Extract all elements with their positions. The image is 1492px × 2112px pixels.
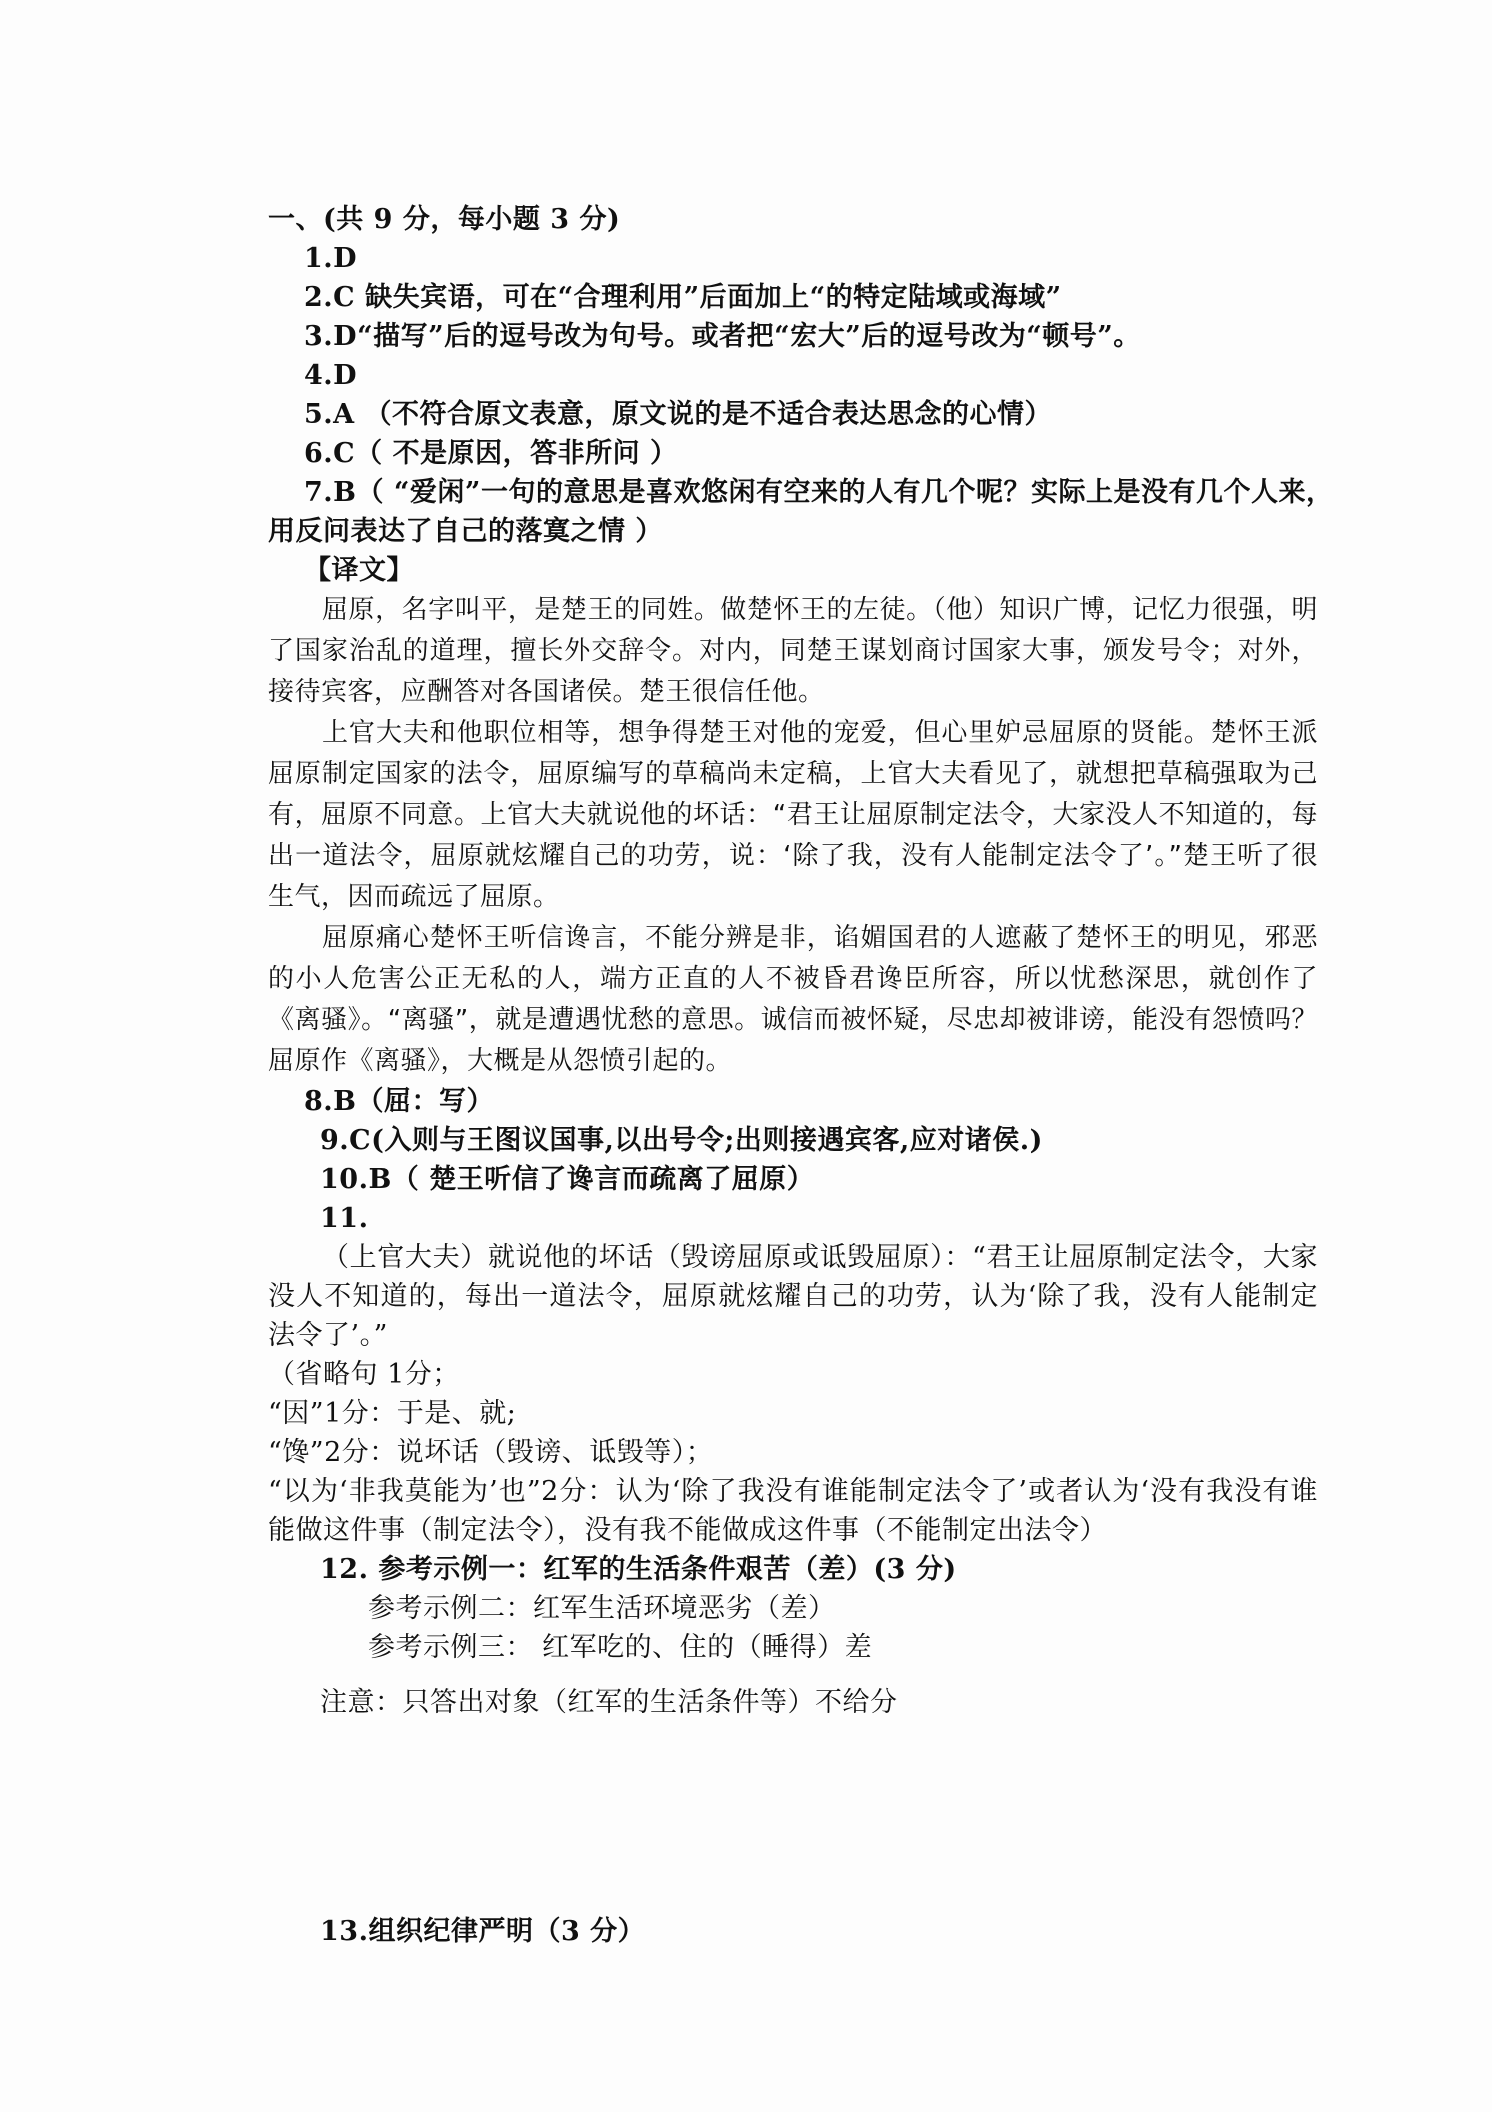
answer-10: 10.B（ 楚王听信了谗言而疏离了屈原） <box>320 1164 815 1195</box>
section-title: 一、(共 9 分，每小题 3 分) <box>268 204 621 235</box>
answer-3: 3.D“描写”后的逗号改为句号。或者把“宏大”后的逗号改为“顿号”。 <box>304 321 1141 352</box>
translation-paragraph-1: 屈原，名字叫平，是楚王的同姓。做楚怀王的左徒。（他）知识广博，记忆力很强，明了国家治乱的道理，擅长外交辞令。对内，同楚王谋划商讨国家大事，颁发号令；对外，接待宾客，应酬答对各国诸侯。楚王很信任他。 <box>268 595 1318 707</box>
translation-paragraph-2: 上官大夫和他职位相等，想争得楚王对他的宠爱，但心里妒忌屈原的贤能。楚怀王派屈原制定国家的法令，屈原编写的草稿尚未定稿，上官大夫看见了，就想把草稿强取为己有，屈原不同意。上官大夫就说他的坏话：“君王让屈原制定法令，大家没人不知道的，每出一道法令，屈原就炫耀自己的功劳，说：‘除了我，没有人能制定法令了’。”楚王听了很生气，因而疏远了屈原。 <box>268 718 1318 912</box>
answer-9: 9.C(入则与王图议国事,以出号令;出则接遇宾客,应对诸侯.) <box>320 1125 1043 1156</box>
answer-1: 1.D <box>304 243 358 274</box>
translation-heading: 【译文】 <box>304 555 414 586</box>
translation-body <box>268 590 1318 1082</box>
answer-4: 4.D <box>304 360 358 391</box>
answer-6: 6.C（ 不是原因，答非所问 ） <box>304 438 678 469</box>
answer-7-line-2: 用反问表达了自己的落寞之情 ） <box>268 516 663 547</box>
answer-11-scoring-1: （省略句 1分； <box>268 1359 460 1390</box>
answer-11-scoring-3: “馋”2分：说坏话（毁谤、诋毁等）； <box>268 1437 714 1468</box>
answer-key <box>268 200 1334 1951</box>
answer-13: 13.组织纪律严明（3 分） <box>320 1916 646 1947</box>
answer-11-scoring-2: “因”1分：于是、就; <box>268 1398 517 1429</box>
answer-11-body: （上官大夫）就说他的坏话（毁谤屈原或诋毁屈原）：“君王让屈原制定法令，大家没人不知道的，每出一道法令，屈原就炫耀自己的功劳，认为‘除了我，没有人能制定法令了’。” <box>268 1242 1318 1351</box>
answer-12-note: 注意：只答出对象（红军的生活条件等）不给分 <box>320 1687 898 1718</box>
answer-7-line-1: 7.B（ “爱闲”一句的意思是喜欢悠闲有空来的人有几个呢？实际上是没有几个人来， <box>304 477 1334 508</box>
answer-12-example-1: 12. 参考示例一：红军的生活条件艰苦（差）(3 分) <box>320 1554 957 1585</box>
answer-12-example-3: 参考示例三： 红军吃的、住的（睡得）差 <box>368 1632 873 1663</box>
answer-2: 2.C 缺失宾语，可在“合理利用”后面加上“的特定陆域或海域” <box>304 282 1062 313</box>
answer-11-number: 11. <box>320 1203 369 1234</box>
answer-8: 8.B（屈：写） <box>304 1086 495 1117</box>
answer-11-scoring-4: “以为‘非我莫能为’也”2分：认为‘除了我没有谁能制定法令了’或者认为‘没有我没有谁能做这件事（制定法令），没有我不能做成这件事（不能制定出法令） <box>268 1476 1318 1546</box>
answer-12-example-2: 参考示例二：红军生活环境恶劣（差） <box>368 1593 836 1624</box>
translation-paragraph-3: 屈原痛心楚怀王听信谗言，不能分辨是非，谄媚国君的人遮蔽了楚怀王的明见，邪恶的小人危害公正无私的人，端方正直的人不被昏君谗臣所容，所以忧愁深思，就创作了《离骚》。“离骚”，就是遭遇忧愁的意思。诚信而被怀疑，尽忠却被诽谤，能没有怨愤吗？屈原作《离骚》，大概是从怨愤引起的。 <box>268 923 1318 1076</box>
answer-5: 5.A （不符合原文表意，原文说的是不适合表达思念的心情） <box>304 399 1053 430</box>
